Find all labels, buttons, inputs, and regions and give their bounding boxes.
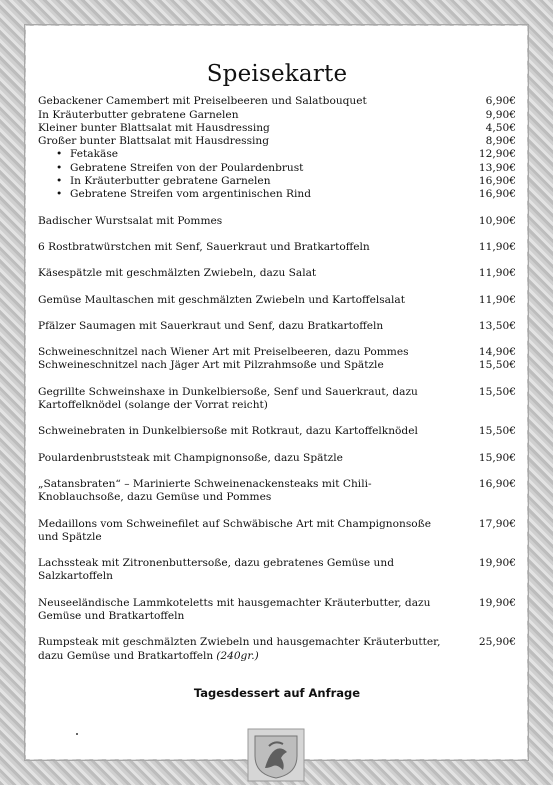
group-spacer: [38, 412, 516, 425]
menu-item-name: Poulardenbruststeak mit Champignonsoße, dazu Spätzle: [38, 451, 343, 464]
menu-subitem-name: • Gebratene Streifen von der Poulardenbrust: [56, 162, 470, 175]
group-spacer: [38, 439, 516, 452]
group-spacer: [38, 465, 516, 478]
menu-item-price: 25,90€: [478, 636, 516, 649]
group-spacer: [38, 373, 516, 386]
menu-item: [38, 597, 516, 624]
menu-item: [38, 95, 516, 108]
menu-item-price: 6,90€: [485, 95, 516, 108]
menu-item-price: 13,50€: [478, 319, 516, 332]
menu-item: [38, 636, 516, 663]
menu-subitem-name: • Gebratene Streifen vom argentinischen Rind: [56, 188, 470, 201]
menu-item-name: Neuseeländische Lammkoteletts mit hausgemachter Kräuterbutter, dazu Gemüse und Bratkartoffeln: [38, 596, 431, 623]
menu-item: [38, 215, 516, 228]
menu-item: [38, 425, 516, 438]
page-title: Speisekarte: [206, 61, 348, 87]
menu-page: [38, 60, 516, 700]
group-spacer: [38, 228, 516, 241]
menu-item-price: 10,90€: [478, 214, 516, 227]
menu-item: [38, 346, 516, 359]
menu-item-name: Gebackener Camembert mit Preiselbeeren und Salatbouquet: [38, 95, 367, 108]
menu-item-price: 8,90€: [485, 135, 516, 148]
menu-item-name: Schweineschnitzel nach Wiener Art mit Preiselbeeren, dazu Pommes: [38, 346, 409, 359]
group-spacer: [38, 544, 516, 557]
menu-item: [38, 518, 516, 545]
menu-item-name: Medaillons vom Schweinefilet auf Schwäbische Art mit Champignonsoße und Spätzle: [38, 517, 431, 543]
menu-item-name: Badischer Wurstsalat mit Pommes: [38, 214, 223, 227]
menu-item: [38, 267, 516, 280]
menu-item-name: Gegrillte Schweinshaxe in Dunkelbiersoße, Senf und Sauerkraut, dazu Kartoffelknödel (solange der Vorrat reicht): [38, 385, 418, 412]
menu-item-price: 15,50€: [478, 425, 516, 438]
menu-item-price: 15,50€: [478, 385, 516, 398]
menu-subitem-name: • In Kräuterbutter gebratene Garnelen: [56, 175, 470, 188]
menu-list: [38, 95, 516, 663]
menu-item-name: Schweineschnitzel nach Jäger Art mit Pilzrahmsoße und Spätzle: [38, 359, 384, 372]
menu-item: [38, 478, 516, 505]
menu-subitem-name: • Fetakäse: [56, 148, 470, 161]
menu-subitem: [38, 148, 516, 161]
menu-subitem-price: 16,90€: [478, 188, 516, 201]
stray-dot: [76, 733, 78, 735]
menu-item-price: 11,90€: [478, 267, 516, 280]
menu-item-name: Käsespätzle mit geschmälzten Zwiebeln, dazu Salat: [38, 267, 317, 280]
menu-item: [38, 359, 516, 372]
group-spacer: [38, 505, 516, 518]
menu-item-price: 17,90€: [478, 517, 516, 530]
menu-item-name: Rumpsteak mit geschmälzten Zwiebeln und hausgemachter Kräuterbutter, dazu Gemüse und Bratkartoffeln (240gr.): [38, 636, 441, 662]
menu-item: [38, 241, 516, 254]
menu-item: [38, 557, 516, 584]
menu-item: [38, 109, 516, 122]
menu-item-note: (240gr.): [216, 649, 259, 662]
menu-item-price: 19,90€: [478, 557, 516, 570]
footer-note: Tagesdessert auf Anfrage: [193, 685, 361, 700]
group-spacer: [38, 202, 516, 215]
menu-item-name: Großer bunter Blattsalat mit Hausdressing: [38, 135, 270, 148]
menu-item-name: Lachssteak mit Zitronenbuttersoße, dazu gebratenes Gemüse und Salzkartoffeln: [38, 557, 394, 583]
menu-item-price: 19,90€: [478, 596, 516, 609]
menu-item-name: „Satansbraten“ – Marinierte Schweinenackensteaks mit Chili-Knoblauchsoße, dazu Gemüse und Pommes: [38, 477, 372, 504]
menu-item: [38, 122, 516, 135]
menu-item: [38, 452, 516, 465]
menu-subitem: [38, 188, 516, 201]
menu-item-name: Schweinebraten in Dunkelbiersoße mit Rotkraut, dazu Kartoffelknödel: [38, 425, 418, 438]
group-spacer: [38, 281, 516, 294]
menu-item-price: 11,90€: [478, 240, 516, 253]
menu-subitem: [38, 162, 516, 175]
decorative-crest-icon: [247, 728, 305, 782]
menu-item: [38, 294, 516, 307]
menu-item-price: 9,90€: [485, 108, 516, 121]
menu-item-name: Pfälzer Saumagen mit Sauerkraut und Senf, dazu Bratkartoffeln: [38, 319, 384, 332]
menu-subitem-price: 13,90€: [478, 161, 516, 174]
menu-item-price: 16,90€: [478, 477, 516, 490]
menu-item: [38, 386, 516, 413]
menu-subitem-price: 12,90€: [478, 148, 516, 161]
menu-item-price: 4,50€: [485, 121, 516, 134]
menu-subitem-price: 16,90€: [478, 175, 516, 188]
menu-subitem: [38, 175, 516, 188]
menu-item: [38, 135, 516, 148]
group-spacer: [38, 623, 516, 636]
menu-item: [38, 320, 516, 333]
group-spacer: [38, 584, 516, 597]
menu-item-name: Gemüse Maultaschen mit geschmälzten Zwiebeln und Kartoffelsalat: [38, 293, 405, 306]
menu-item-price: 11,90€: [478, 293, 516, 306]
group-spacer: [38, 254, 516, 267]
menu-item-name: Kleiner bunter Blattsalat mit Hausdressing: [38, 121, 270, 134]
menu-item-price: 15,90€: [478, 451, 516, 464]
menu-item-name: In Kräuterbutter gebratene Garnelen: [38, 108, 239, 121]
menu-item-name: 6 Rostbratwürstchen mit Senf, Sauerkraut und Bratkartoffeln: [38, 240, 370, 253]
menu-item-price: 15,50€: [478, 359, 516, 372]
menu-item-price: 14,90€: [478, 346, 516, 359]
group-spacer: [38, 333, 516, 346]
group-spacer: [38, 307, 516, 320]
